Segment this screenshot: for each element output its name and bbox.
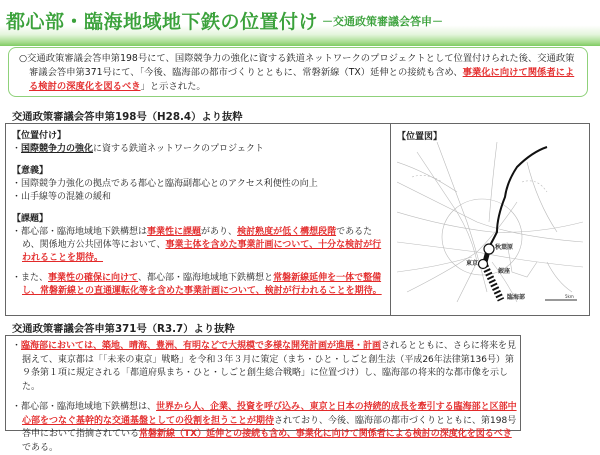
page-title: 都心部・臨海地域地下鉄の位置付け [6,11,319,33]
intro-highlight: 事業化に向けて関係者による検討の深度化を図るべき [29,67,575,92]
map-label: 【位置図】 [397,132,443,142]
positioning-label: 【位置付け】 [12,131,67,141]
significance-item: ・国際競争力強化の拠点である都心と臨海副都心とのアクセス利便性の向上 [12,179,318,189]
intro-text: ○交通政策審議会答申第198号にて、国際競争力の強化に資する鉄道ネットワークのプロジェクトとして位置付けられた後、交通政策審議会答申第371号にて、「今後、臨海部の都市づくりとともに、常磐新線（TX）延伸との接続も含め、事業化に向けて関係者による検討の深度化を図るべき」と示された。 [19,53,575,92]
station-label: 秋葉原 [495,244,514,251]
section-371-item: ・臨海部においては、築地、晴海、豊洲、有明などで大規模で多様な開発計画が進展・計画されるとともに、さらに将来を見据えて、東京都は「「未来の東京」戦略」を令和３年３月に策定（まち・ひと・しごと創生法（平成26年法律第136号）第９条第１項に規定される「都道府県まち・ひと・しごと創生総合戦略」に位置づけ）し、臨海部の将来的な都市像を示した。 [12,341,517,392]
section-198-heading: 交通政策審議会答申第198号（H28.4）より抜粋 [12,111,243,123]
station-label: 臨海部 [507,294,526,301]
location-map [397,142,583,310]
station-label: 東京 [466,260,479,267]
title-bar [0,0,600,46]
section-371-heading: 交通政策審議会答申第371号（R3.7）より抜粋 [12,323,235,335]
section-371-item: ・都心部・臨海地域地下鉄構想は、世界から人、企業、投資を呼び込み、東京と日本の持続的成長を牽引する臨海部と区部中心部をつなぐ基幹的な交通基盤としての役割を担うことが期待されており、今後、臨海部の都市づくりとともに、第198号答申において指摘されている常磐新線（TX）延伸との接続も含め、事業化に向けて関係者による検討の深度化を図るべきである。 [12,402,517,453]
issues-label: 【課題】 [12,214,49,224]
location-map-box [390,123,590,316]
section-198-box [5,123,391,316]
station-label: 銀座 [498,268,511,275]
issue-item: ・また、事業性の確保に向けて、都心部・臨海地域地下鉄構想と常磐新線延伸を一体で整備し、常磐新線との直通運転化等を含めた事業計画について、検討が行われることを期待。 [12,273,382,296]
issue-item: ・都心部・臨海地域地下鉄構想は事業性に課題があり、検討熟度が低く構想段階であるため、関係地方公共団体等において、事業主体を含めた事業計画について、十分な検討が行われることを期待。 [12,227,382,263]
intro-summary-box [8,47,588,97]
significance-label: 【意義】 [12,166,49,176]
map-scale: 5km [565,294,574,299]
significance-item: ・山手線等の混雑の緩和 [12,192,112,202]
positioning-item: ・国際競争力の強化に資する鉄道ネットワークのプロジェクト [12,144,264,154]
page-subtitle: －交通政策審議会答申－ [322,15,443,28]
section-371-box [5,335,521,453]
